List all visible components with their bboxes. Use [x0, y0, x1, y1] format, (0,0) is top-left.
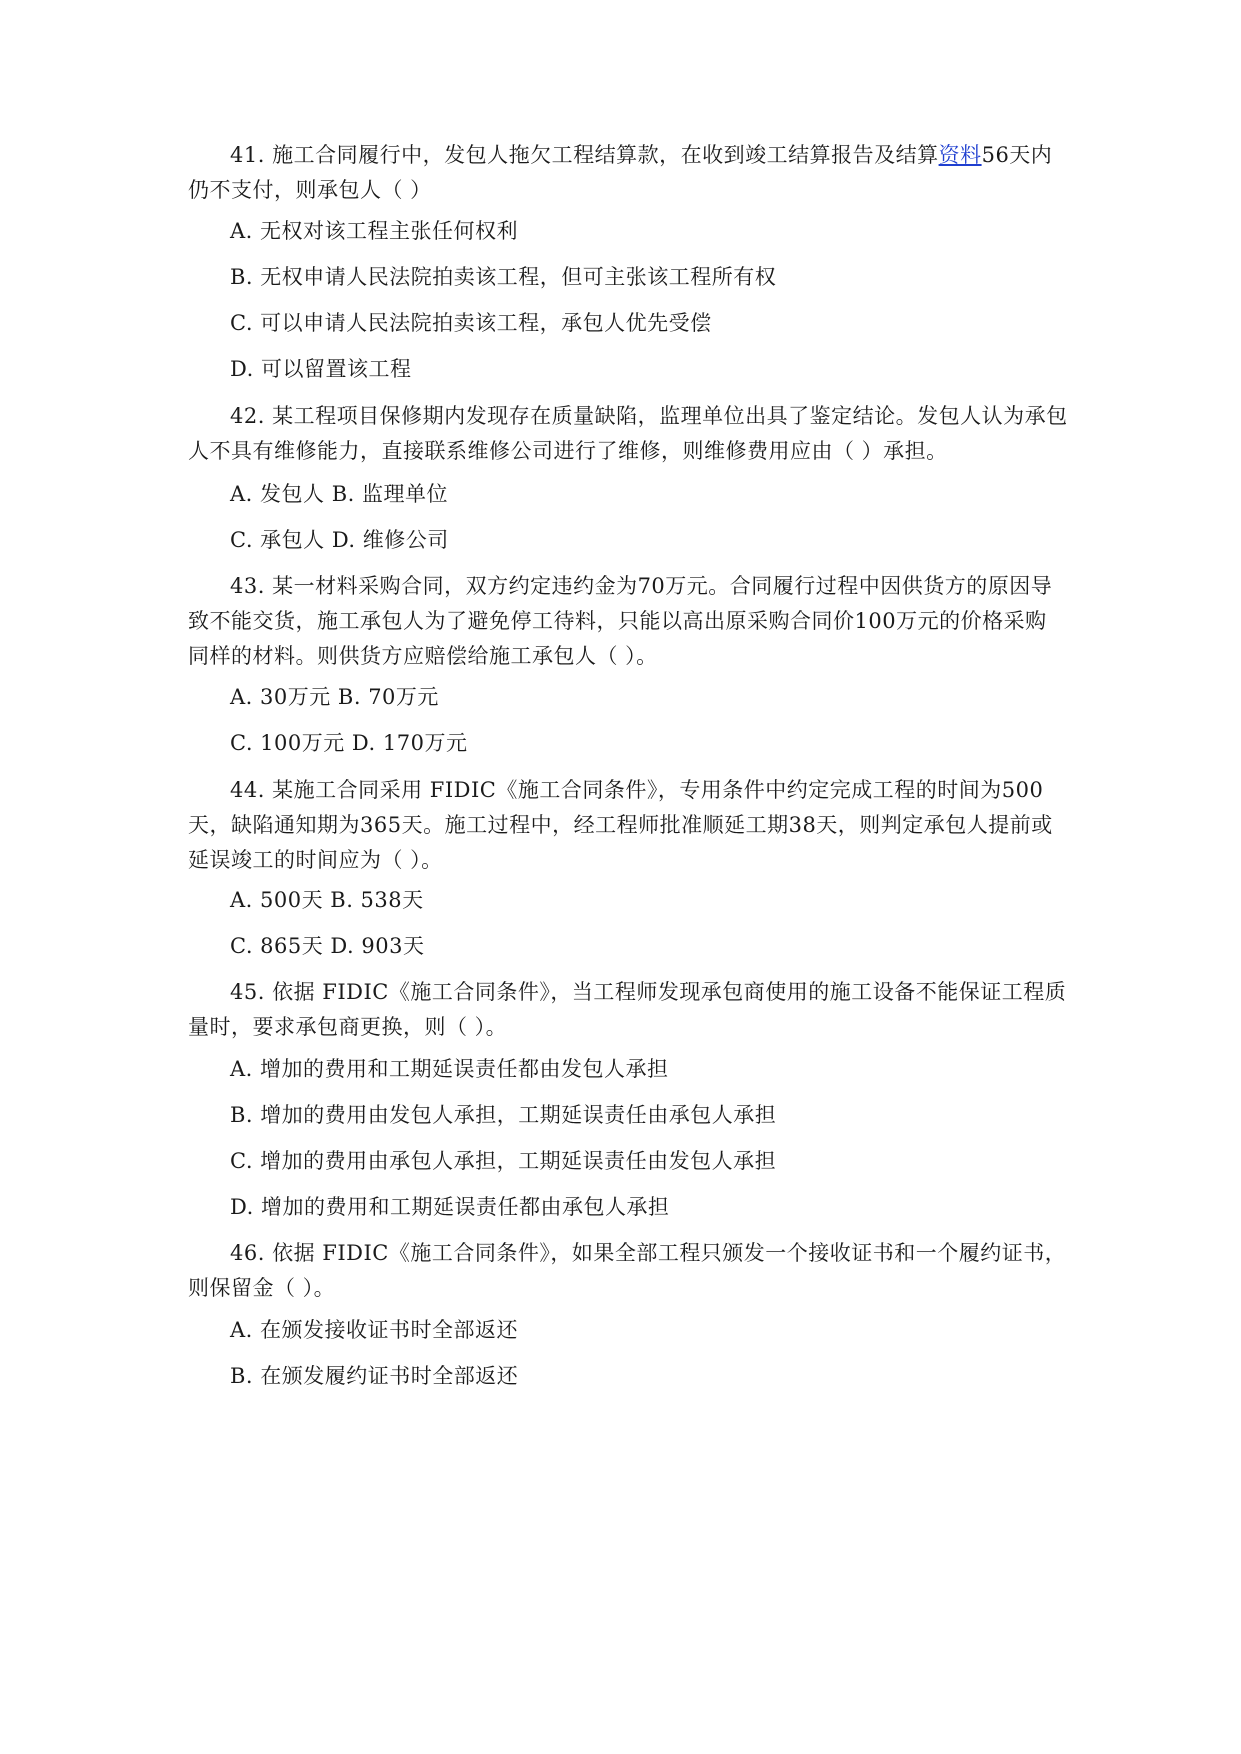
question-43-stem: 43. 某一材料采购合同，双方约定违约金为70万元。合同履行过程中因供货方的原因导致不能交货，施工承包人为了避免停工待料，只能以高出原采购合同价100万元的价格采购同样的材料。则供货方应赔偿给施工承包人（ ）。 [188, 574, 1053, 668]
question-41-option-c: C. 可以申请人民法院拍卖该工程，承包人优先受偿 [230, 311, 712, 335]
question-45-stem: 45. 依据 FIDIC《施工合同条件》，当工程师发现承包商使用的施工设备不能保证工程质量时，要求承包商更换，则（ ）。 [188, 980, 1067, 1039]
question-42-options-cd: C. 承包人 D. 维修公司 [230, 528, 449, 552]
question-44-stem: 44. 某施工合同采用 FIDIC《施工合同条件》，专用条件中约定完成工程的时间为500天，缺陷通知期为365天。施工过程中，经工程师批准顺延工期38天，则判定承包人提前或延误竣工的时间应为（ ）。 [188, 778, 1053, 872]
question-45-option-a: A. 增加的费用和工期延误责任都由发包人承担 [230, 1057, 669, 1081]
question-45-option-d: D. 增加的费用和工期延误责任都由承包人承担 [230, 1195, 670, 1219]
question-46-option-a: A. 在颁发接收证书时全部返还 [230, 1318, 519, 1342]
question-46-option-b: B. 在颁发履约证书时全部返还 [230, 1364, 519, 1388]
question-44-options-ab: A. 500天 B. 538天 [230, 888, 424, 912]
question-43-options-cd: C. 100万元 D. 170万元 [230, 731, 468, 755]
question-41-text: 41. 施工合同履行中，发包人拖欠工程结算款，在收到竣工结算报告及结算 [230, 143, 939, 167]
question-41-option-b: B. 无权申请人民法院拍卖该工程，但可主张该工程所有权 [230, 265, 777, 289]
question-41-option-d: D. 可以留置该工程 [230, 357, 412, 381]
question-43-options-ab: A. 30万元 B. 70万元 [230, 685, 439, 709]
question-44-options-cd: C. 865天 D. 903天 [230, 934, 425, 958]
question-41-text-end: 56天内仍不支付，则承包人（ ） [188, 143, 1053, 202]
question-42-options-ab: A. 发包人 B. 监理单位 [230, 482, 448, 506]
question-45-option-c: C. 增加的费用由承包人承担，工期延误责任由发包人承担 [230, 1149, 777, 1173]
question-41-stem [188, 138, 1068, 208]
question-41-option-a: A. 无权对该工程主张任何权利 [230, 219, 519, 243]
question-46-stem: 46. 依据 FIDIC《施工合同条件》，如果全部工程只颁发一个接收证书和一个履约证书，则保留金（ ）。 [188, 1241, 1067, 1300]
materials-link[interactable]: 资料 [938, 143, 982, 167]
question-45-option-b: B. 增加的费用由发包人承担，工期延误责任由承包人承担 [230, 1103, 777, 1127]
question-42-stem: 42. 某工程项目保修期内发现存在质量缺陷，监理单位出具了鉴定结论。发包人认为承包人不具有维修能力，直接联系维修公司进行了维修，则维修费用应由（ ）承担。 [188, 404, 1068, 463]
